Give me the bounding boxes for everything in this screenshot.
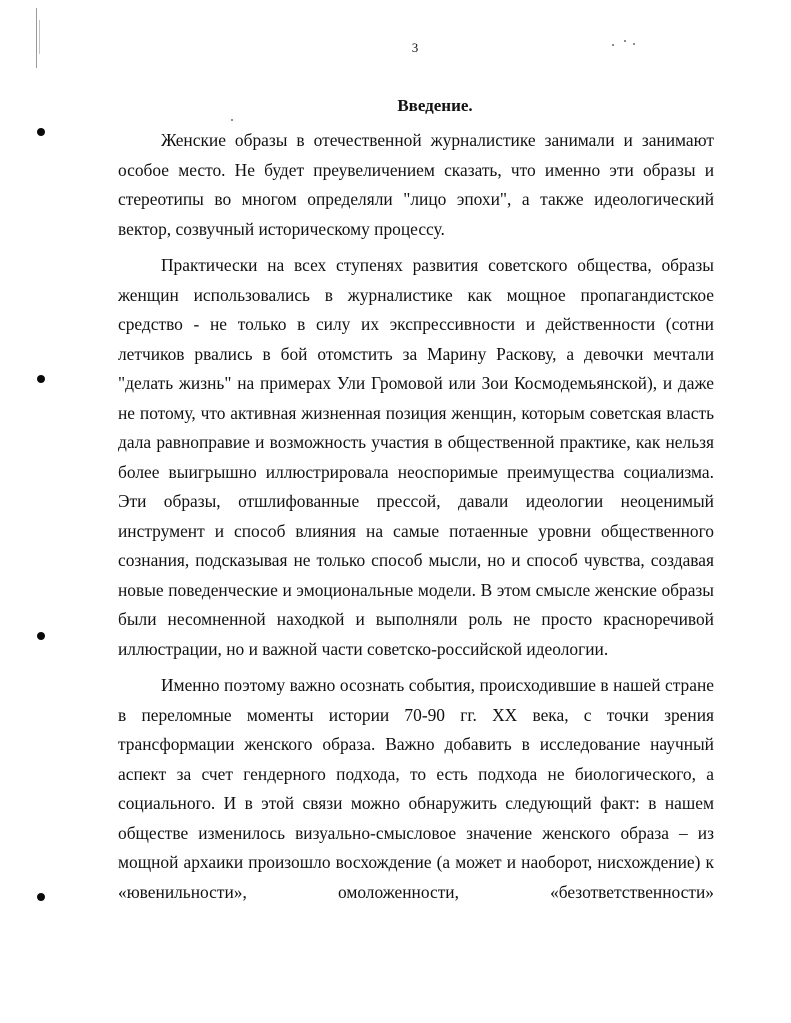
scan-speck	[633, 43, 635, 45]
scan-speck	[231, 119, 233, 121]
scan-speck	[612, 44, 614, 46]
page-number: 3	[411, 40, 419, 55]
scan-edge-line	[36, 8, 37, 68]
paragraph-intro: Женские образы в отечественной журналистике занимали и занимают особое место. Не будет преувеличением сказать, что именно эти образы и стереотипы во многом определяли "лицо эпохи", а также идеологический вектор, созвучный историческому процессу.	[118, 130, 714, 239]
page-title: Введение.	[397, 96, 473, 115]
punch-hole-mark	[37, 893, 45, 901]
paragraph-transformation: Именно поэтому важно осознать события, происходившие в нашей стране в переломные моменты истории 70-90 гг. XX века, с точки зрения трансформации женского образа. Важно добавить в исследование научный аспект за счет гендерного подхода, то есть подхода не биологического, а социального. И в этой связи можно обнаружить следующий факт: в нашем обществе изменилось визуально-смысловое значение женского образа – из мощной архаики произошло восхождение (а может и наоборот, нисхождение) к «ювенильности», омоложенности, «безответственности»	[118, 675, 714, 902]
punch-hole-mark	[37, 375, 45, 383]
punch-hole-mark	[37, 128, 45, 136]
scan-edge-line	[39, 20, 40, 54]
scan-speck	[624, 40, 626, 42]
punch-hole-mark	[37, 632, 45, 640]
document-body	[118, 126, 714, 907]
paragraph-soviet-images: Практически на всех ступенях развития советского общества, образы женщин использовались в журналистике как мощное пропагандистское средство - не только в силу их экспрессивности и действенности (сотни летчиков рвались в бой отомстить за Марину Раскову, а девочки мечтали "делать жизнь" на примерах Ули Громовой или Зои Космодемьянской), и даже не потому, что активная жизненная позиция женщин, которым советская власть дала равноправие и возможность участия в общественной практике, как нельзя более выигрышно иллюстрировала неоспоримые преимущества социализма. Эти образы, отшлифованные прессой, давали идеологии неоценимый инструмент и способ влияния на самые потаенные уровни общественного сознания, подсказывая не только способ мысли, но и способ чувства, создавая новые поведенческие и эмоциональные модели. В этом смысле женские образы были несомненной находкой и выполняли роль не просто красноречивой иллюстрации, но и важной части советско-российской идеологии.	[118, 255, 714, 659]
